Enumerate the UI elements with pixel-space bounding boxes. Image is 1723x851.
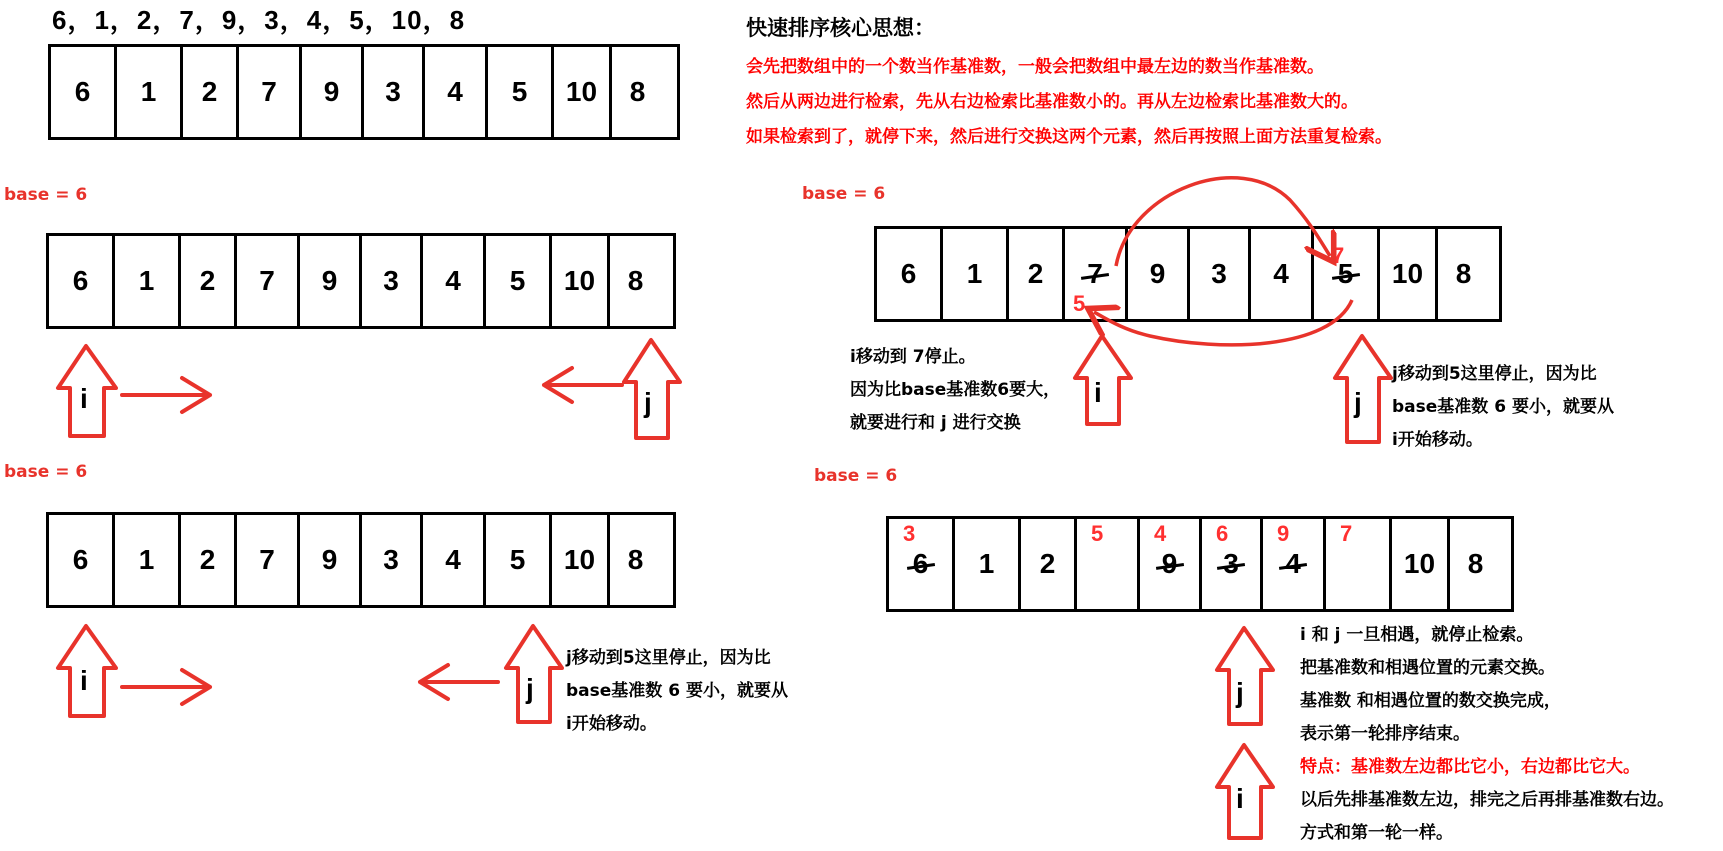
- cell-value: 2: [201, 76, 218, 107]
- panel4-i-label: i: [1236, 783, 1244, 814]
- panel4-i-pointer-icon: [1217, 745, 1273, 838]
- cell-red-annotation: 6: [1216, 521, 1229, 546]
- cell-value: 4: [1273, 258, 1289, 289]
- cell-value: 5: [511, 76, 528, 107]
- panel3-note-i-line-3: 就要进行和 j 进行交换: [850, 413, 1021, 433]
- panel3-j-label: j: [1354, 387, 1362, 418]
- panel1-i-label: i: [80, 383, 88, 414]
- cell-value: 2: [199, 544, 216, 575]
- explanation-line-3: 如果检索到了，就停下来，然后进行交换这两个元素，然后再按照上面方法重复检索。: [746, 127, 1392, 147]
- cell-value: 4: [447, 76, 463, 107]
- panel1-right-arrow-icon: [122, 378, 210, 412]
- panel1-left-arrow-icon: [544, 368, 622, 402]
- cell-value: 3: [383, 265, 399, 296]
- panel2-j-pointer-icon: [506, 626, 562, 722]
- cell-value: 5: [509, 544, 526, 575]
- cell-value: 6: [900, 258, 917, 289]
- cell-value: 1: [138, 265, 155, 296]
- panel2-note-line-1: j移动到5这里停止，因为比: [566, 648, 771, 668]
- panel4-note-line-4: 表示第一轮排序结束。: [1300, 724, 1470, 744]
- panel4-j-pointer-icon: [1217, 628, 1273, 724]
- cell-value: 4: [445, 544, 461, 575]
- cell-value: 1: [978, 548, 995, 579]
- panel3-note-j-line-1: j移动到5这里停止，因为比: [1392, 364, 1597, 384]
- explanation-line-2: 然后从两边进行检索，先从右边检索比基准数小的。再从左边检索比基准数大的。: [746, 92, 1358, 112]
- cell-value: 7: [261, 76, 277, 107]
- cell-value: 9: [1149, 258, 1166, 289]
- panel2-i-label: i: [80, 665, 88, 696]
- cell-value: 10: [563, 544, 596, 575]
- cell-value: 3: [385, 76, 401, 107]
- panel3-i-pointer-icon: [1075, 336, 1131, 424]
- cell-value: 4: [445, 265, 461, 296]
- panel2-base-label: base = 6: [4, 462, 88, 482]
- cell-value: 8: [629, 76, 646, 107]
- cell-red-annotation: 9: [1277, 521, 1290, 546]
- panel4-note-tail-1: 以后先排基准数左边，排完之后再排基准数右边。: [1300, 790, 1674, 810]
- cell-value: 1: [966, 258, 983, 289]
- panel4-base-label: base = 6: [814, 466, 898, 486]
- cell-value: 2: [199, 265, 216, 296]
- panel3-j-pointer-icon: [1335, 336, 1391, 442]
- panel4-note-line-2: 把基准数和相遇位置的元素交换。: [1300, 658, 1555, 678]
- cell-value: 6: [74, 76, 91, 107]
- cell-value: 3: [1223, 548, 1239, 579]
- panel4-note-tail-2: 方式和第一轮一样。: [1300, 823, 1453, 843]
- cell-value: 8: [1455, 258, 1472, 289]
- cell-value: 6: [72, 544, 89, 575]
- cell-value: 1: [138, 544, 155, 575]
- cell-value: 4: [1285, 548, 1301, 579]
- cell-value: 7: [259, 265, 275, 296]
- cell-value: 9: [1161, 548, 1178, 579]
- cell-value: 10: [565, 76, 598, 107]
- panel3-swap-top: 7: [1332, 243, 1345, 268]
- panel3-note-j-line-2: base基准数 6 要小，就要从: [1392, 397, 1614, 417]
- cell-value: 10: [1391, 258, 1424, 289]
- cell-value: 8: [627, 265, 644, 296]
- panel2-j-label: j: [526, 673, 534, 704]
- panel1-j-label: j: [644, 387, 652, 418]
- panel3-note-j-line-3: i开始移动。: [1392, 430, 1483, 450]
- cell-value: 2: [1039, 548, 1056, 579]
- panel2-right-arrow-icon: [122, 670, 210, 704]
- panel3-note-i-line-2: 因为比base基准数6要大，: [850, 380, 1061, 400]
- panel3-note-i-line-1: i移动到 7停止。: [850, 347, 976, 367]
- cell-value: 6: [912, 548, 929, 579]
- panel1-j-pointer-icon: [624, 340, 680, 438]
- explanation-line-1: 会先把数组中的一个数当作基准数，一般会把数组中最左边的数当作基准数。: [746, 57, 1324, 77]
- panel2-note-line-3: i开始移动。: [566, 714, 657, 734]
- panel4-note-highlight: 特点：基准数左边都比它小，右边都比它大。: [1300, 757, 1640, 777]
- sequence-text: 6，1，2，7，9，3，4，5，10，8: [52, 5, 466, 35]
- panel1-base-label: base = 6: [4, 185, 88, 205]
- panel3-base-label: base = 6: [802, 184, 886, 204]
- cell-value: 9: [321, 544, 338, 575]
- cell-value: 3: [383, 544, 399, 575]
- panel2-note-line-2: base基准数 6 要小，就要从: [566, 681, 788, 701]
- panel3-swap-curve-bottom: [1094, 300, 1352, 345]
- cell-value: 7: [1087, 258, 1103, 289]
- cell-value: 5: [509, 265, 526, 296]
- cell-value: 5: [1337, 258, 1354, 289]
- panel4-note-line-3: 基准数 和相遇位置的数交换完成，: [1300, 691, 1561, 711]
- panel4-note-line-1: i 和 j 一旦相遇，就停止检索。: [1300, 625, 1534, 645]
- panel3-i-label: i: [1094, 377, 1102, 408]
- explanation-title: 快速排序核心思想：: [746, 16, 935, 40]
- cell-red-annotation: 7: [1340, 521, 1353, 546]
- cell-value: 8: [1467, 548, 1484, 579]
- panel4-j-label: j: [1236, 677, 1244, 708]
- cell-value: 10: [563, 265, 596, 296]
- cell-value: 8: [627, 544, 644, 575]
- cell-value: 2: [1027, 258, 1044, 289]
- cell-value: 7: [259, 544, 275, 575]
- cell-value: 3: [1211, 258, 1227, 289]
- cell-value: 9: [321, 265, 338, 296]
- cell-value: 10: [1403, 548, 1436, 579]
- panel3-swap-bottom: 5: [1073, 291, 1086, 316]
- cell-red-annotation: 3: [903, 521, 916, 546]
- cell-value: 9: [323, 76, 340, 107]
- cell-red-annotation: 5: [1091, 521, 1104, 546]
- panel2-left-arrow-icon: [420, 665, 498, 699]
- cell-value: 1: [140, 76, 157, 107]
- panel3-swap-curve-top: [1116, 178, 1330, 266]
- cell-red-annotation: 4: [1154, 521, 1167, 546]
- cell-value: 6: [72, 265, 89, 296]
